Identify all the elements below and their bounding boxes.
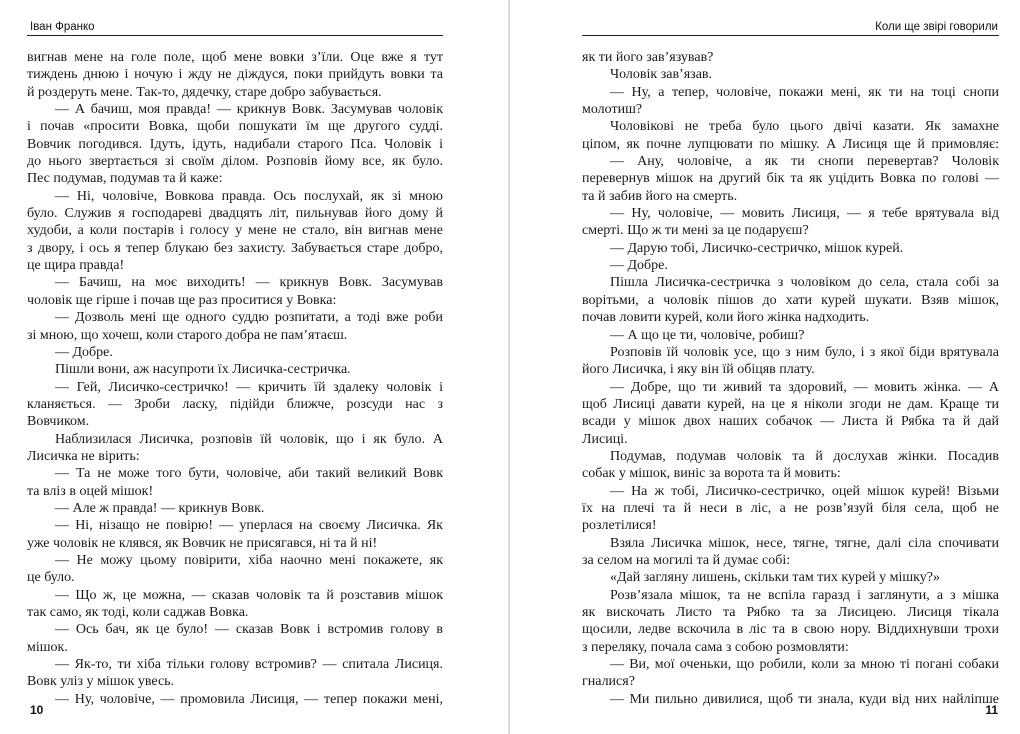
text-line: мішок.: [27, 639, 68, 655]
text-line: Наблизилася Лисичка, розповів їй чоловік, що і як було. А: [55, 431, 443, 447]
text-line: було. Служив я господареві двадцять літ, пильнував його дому й: [27, 206, 443, 222]
text-line: його Лисичка, і яку він їй обіцяв плату.: [582, 362, 815, 378]
text-line: Розповів їй чоловік усе, що з ним було, і з якої біди врятувала: [610, 344, 999, 360]
text-line: кланяється. — Зроби ласку, підійди ближче, розсуди нас з: [27, 396, 443, 412]
text-line: ціпом, як почне лупцювати по мішку. А Лисиця ще й примовляє:: [582, 136, 999, 152]
page-text: [27, 49, 443, 708]
text-line: перевернув мішок на другий бік та як уцідить Вовка по голові —: [582, 171, 999, 187]
text-line: з двору, і ось я тепер блукаю без захисту. Забувається старе добро,: [27, 240, 443, 256]
text-line: смерті. Що ж ти мені за це подаруєш?: [582, 223, 809, 239]
text-line: вигнав мене на голе поле, щоб мене вовки з’їли. Оце вже я тут: [27, 50, 443, 65]
text-line: ворітьми, а чоловік пішов до хати курей шукати. Взяв мішок,: [582, 292, 999, 308]
text-line: — Ось бач, як це було! — сказав Вовк і встромив голову в: [55, 622, 443, 638]
text-line: до нього звертається зі своїм ділом. Розповів йому все, як було.: [27, 154, 443, 170]
text-line: — Але ж правда! — крикнув Вовк.: [55, 500, 265, 516]
text-line: чоловік ще гірше і почав ще раз проситися у Вовка:: [27, 292, 337, 308]
text-line: це було.: [27, 570, 75, 586]
right-page: [510, 0, 1020, 734]
running-header-author: Іван Франко: [30, 21, 95, 33]
header-rule: [582, 35, 999, 36]
text-line: як ти його зав’язував?: [582, 50, 714, 65]
text-line: — Бачиш, на моє виходить! — крикнув Вовк. Засумував: [55, 275, 443, 291]
text-line: — А що це ти, чоловіче, робиш?: [610, 327, 805, 343]
page-number: 10: [30, 703, 44, 717]
text-line: Вовчик погодився. Ідуть, ідуть, надибали старого Пса. Чоловік і: [27, 136, 443, 152]
text-line: молотиш?: [582, 102, 643, 118]
text-line: Взяла Лисичка мішок, несе, тягне, тягне, далі сіла спочивати: [610, 535, 999, 551]
running-header-title: Коли ще звірі говорили: [875, 21, 998, 33]
text-line: — Дарую тобі, Лисичко-сестричко, мішок курей.: [610, 240, 904, 256]
text-line: як вискочать Листо та Рябко та за Лисицею. Лисиця тікала: [582, 605, 999, 620]
text-line: — Добре, що ти живий та здоровий, — мовить жінка. — А: [610, 379, 999, 395]
text-line: уже чоловік не клявся, як Вовчик не присягався, ні та й ні!: [27, 535, 378, 551]
text-line: щосили, ледве вскочила в ліс та в свою нору. Віддихнувши трохи: [582, 622, 999, 638]
text-line: — Ви, мої оченьки, що робили, коли за мною ті погані собаки: [610, 657, 999, 673]
text-line: Лисиці.: [582, 431, 628, 447]
text-line: Чоловік зав’язав.: [610, 67, 713, 83]
text-line: та й забив його на смерть.: [582, 188, 738, 204]
text-line: за селом на могилі та й думає собі:: [582, 552, 791, 568]
page-number: 11: [985, 703, 998, 717]
text-line: — Ми пильно дивилися, щоб ти знала, куди від них найліпше: [610, 691, 999, 707]
text-line: — Ну, а тепер, чоловіче, покажи мені, як ти на тоці снопи: [610, 84, 999, 100]
page-text: [582, 49, 999, 708]
text-line: — Ні, чоловіче, Вовкова правда. Ось послухай, як зі мною: [55, 188, 443, 204]
text-line: розлетілися!: [582, 518, 657, 534]
text-line: Пішла Лисичка-сестричка з чоловіком до села, стала собі за: [610, 275, 999, 291]
text-line: щоб Лисиці давати курей, на це я ніколи згоди не дам. Краще ти: [582, 396, 999, 412]
text-line: Вовчиком.: [27, 414, 90, 430]
text-line: і почав «просити Вовка, щоби пошукати їм ще другого судді.: [27, 119, 443, 135]
text-line: — Гей, Лисичко-сестричко! — кричить їй здалеку чоловік і: [55, 379, 443, 395]
text-line: — А бачиш, моя правда! — крикнув Вовк. Засумував чоловік: [55, 102, 443, 118]
text-line: почав ловити курей, коли його жінка надходить.: [582, 310, 870, 326]
text-line: худоби, а коли постарів і голосу у мене не стало, він вигнав мене: [27, 223, 443, 239]
text-line: — Як-то, ти хіба тільки голову встромив? — спитала Лисиця.: [55, 657, 443, 673]
text-line: Пес подумав, подумав та й каже:: [27, 171, 223, 187]
text-line: всади у мішок двох наших собачок — Листа й Рябка та й дай: [582, 414, 999, 430]
text-line: з переляку, почала сама з собою розмовляти:: [582, 639, 849, 655]
text-line: зі мною, що хочеш, коли старого добра не пам’ятаєш.: [27, 327, 348, 343]
text-line: їх на плечі та й неси в ліс, а не розв’язуй біля села, щоб не: [582, 500, 999, 516]
text-line: — Ну, чоловіче, — промовила Лисиця, — тепер покажи мені,: [55, 691, 443, 707]
text-line: — Ну, чоловіче, — мовить Лисиця, — я тебе врятувала від: [610, 206, 999, 222]
text-line: гналися?: [582, 674, 635, 690]
text-line: — На ж тобі, Лисичко-сестричко, оцей мішок курей! Візьми: [610, 483, 999, 499]
text-line: так само, як тоді, коли саджав Вовка.: [27, 605, 249, 620]
text-line: й роздеруть мене. Так-то, дядечку, старе добро забувається.: [27, 84, 382, 100]
text-line: та вліз в оцей мішок!: [27, 483, 154, 499]
text-line: Подумав, подумав чоловік та й дослухав жінки. Посадив: [610, 448, 999, 464]
text-line: це щира правда!: [27, 258, 125, 274]
text-line: Лисичка не вірить:: [27, 448, 140, 464]
header-rule: [27, 35, 443, 36]
text-line: Розв’язала мішок, та не вспіла гаразд і заглянути, а з мішка: [610, 587, 999, 603]
text-line: собак у мішок, виніс за ворота та й мовить:: [582, 466, 841, 482]
text-line: Чоловікові не треба було цього двічі казати. Як замахне: [610, 119, 999, 135]
text-line: — Що ж, це можна, — сказав чоловік та й розставив мішок: [55, 587, 443, 603]
text-line: Пішли вони, аж насупроти їх Лисичка-сестричка.: [55, 362, 351, 378]
text-line: Вовк уліз у мішок увесь.: [27, 674, 175, 690]
text-line: — Добре.: [55, 344, 113, 360]
text-line: — Та не може того бути, чоловіче, аби такий великий Вовк: [55, 466, 443, 482]
text-line: «Дай загляну лишень, скільки там тих курей у мішку?»: [610, 570, 940, 586]
text-line: — Ану, чоловіче, а як ти снопи перевертав? Чоловік: [610, 154, 999, 170]
text-line: — Не можу цьому повірити, хіба наочно мені покажете, як: [55, 552, 443, 568]
text-line: — Ні, нізащо не повірю! — уперлася на своєму Лисичка. Як: [55, 518, 443, 534]
text-line: — Дозволь мені ще одного суддю розпитати, а тоді вже роби: [55, 310, 443, 326]
text-line: — Добре.: [610, 258, 668, 274]
text-line: тиждень днюю і ночую і жду не діждуся, поки прийдуть вовки та: [27, 67, 443, 83]
